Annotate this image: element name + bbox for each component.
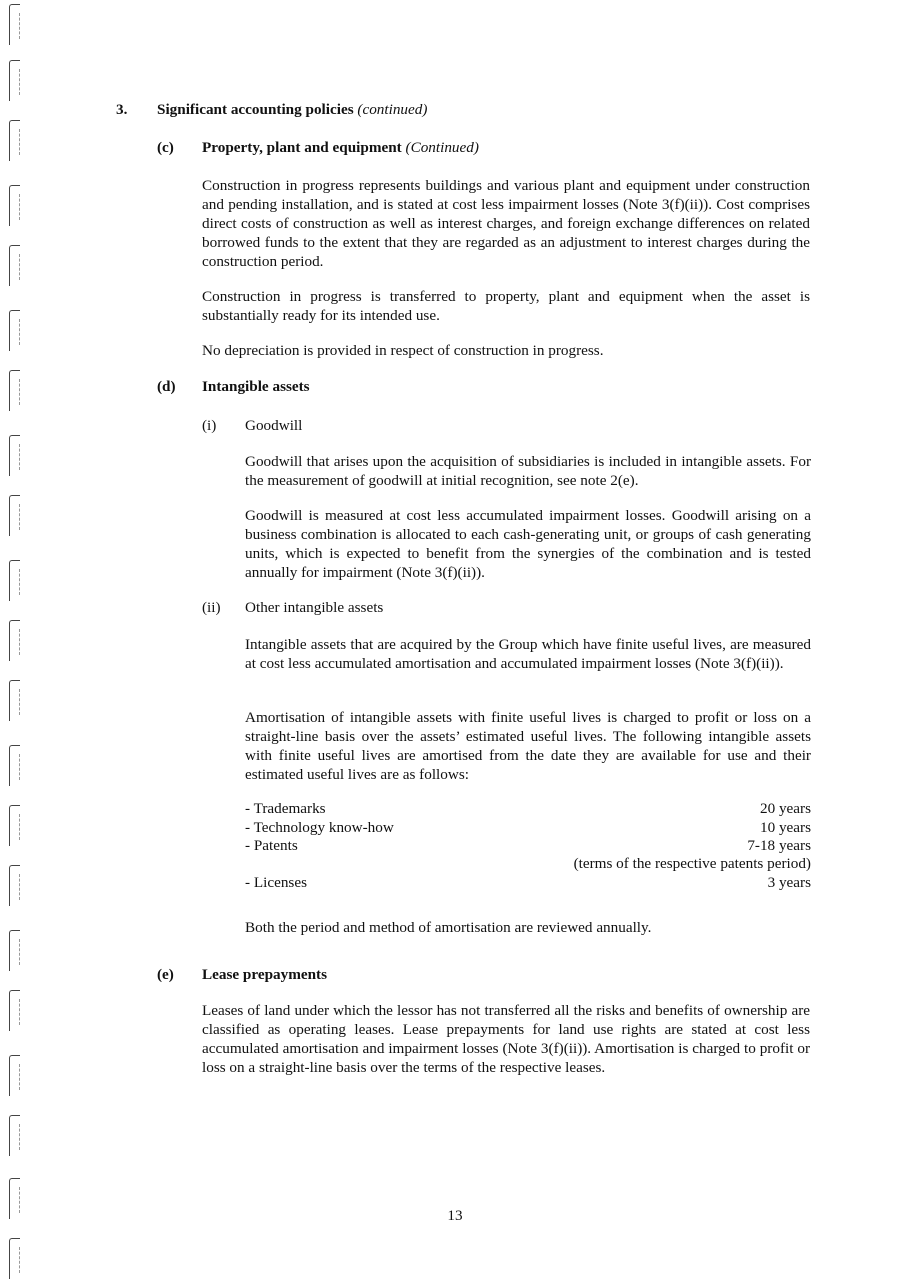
list-item [245,818,811,837]
subsection-e-letter: (e) [157,966,174,983]
item-i-numeral: (i) [202,417,217,434]
section-title-suffix: (continued) [357,101,428,118]
subsection-e-heading: Lease prepayments [202,966,328,983]
binder-mark [9,1055,20,1096]
binder-mark [9,560,20,601]
list-item-label: - Technology know-how [245,819,394,836]
list-item-value: 3 years [767,874,811,891]
binder-mark [9,120,20,161]
paragraph: Goodwill that arises upon the acquisition of subsidiaries is included in intangible assets. For the measurement of goodwill at initial recognition, see note 2(e). [245,453,811,489]
list-item [245,836,811,855]
list-item-label: - Patents [245,837,298,854]
list-item-value: 20 years [759,800,811,817]
binder-mark [9,990,20,1031]
list-item-value: 7-18 years [747,837,811,854]
paragraph: Goodwill is measured at cost less accumulated impairment losses. Goodwill arising on a business combination is allocated to each cash-generating unit, or groups of cash generating units, which is expected to benefit from the synergies of the combination and is tested annually for impairment (Note 3(f)(ii)). [245,507,811,581]
list-item-label: - Trademarks [245,800,326,817]
list-item-value: 10 years [759,819,811,836]
binder-mark [9,805,20,846]
subsection-c-letter: (c) [157,139,174,156]
binder-mark [9,185,20,226]
subsection-c-heading [202,138,479,157]
item-i-heading: Goodwill [245,417,303,434]
binder-mark [9,495,20,536]
section-number: 3. [116,101,128,118]
paragraph: Construction in progress is transferred to property, plant and equipment when the asset is substantially ready for its intended use. [202,288,810,324]
paragraph: Both the period and method of amortisation are reviewed annually. [245,919,652,936]
binder-mark [9,680,20,721]
paragraph: Intangible assets that are acquired by the Group which have finite useful lives, are measured at cost less accumulated amortisation and accumulated impairment losses (Note 3(f)(ii)). [245,636,811,672]
binder-mark [9,620,20,661]
subsection-d-letter: (d) [157,378,176,395]
list-item [245,799,811,818]
paragraph: Construction in progress represents buildings and various plant and equipment under construction and pending installation, and is stated at cost less impairment losses (Note 3(f)(ii)). Cost comprises direct costs of construction as well as interest charges, and foreign exchange differences on related borrowed funds to the extent that they are regarded as an adjustment to interest charges during the construction period. [202,177,810,270]
subsection-d-heading: Intangible assets [202,378,310,395]
paragraph: Amortisation of intangible assets with finite useful lives is charged to profit or loss on a straight-line basis over the assets’ estimated useful lives. The following intangible assets with finite useful lives are amortised from the date they are available for use and their estimated useful lives are as follows: [245,709,811,783]
paragraph: No depreciation is provided in respect of construction in progress. [202,342,604,359]
binder-mark [9,1238,20,1279]
page-number: 13 [447,1207,463,1224]
binder-mark [9,4,20,45]
binder-mark [9,1115,20,1156]
subsection-c-heading-suffix: (Continued) [405,139,479,156]
binder-mark [9,60,20,101]
binder-mark [9,865,20,906]
subsection-c-heading-text: Property, plant and equipment [202,139,402,156]
binder-mark [9,930,20,971]
binder-mark [9,745,20,786]
binder-holes [0,0,30,1287]
list-item [245,854,811,873]
item-ii-heading: Other intangible assets [245,599,384,616]
binder-mark [9,435,20,476]
binder-mark [9,245,20,286]
list-item-value: (terms of the respective patents period) [573,855,811,872]
binder-mark [9,370,20,411]
item-ii-numeral: (ii) [202,599,221,616]
section-title-text: Significant accounting policies [157,101,354,118]
section-title [157,100,427,119]
binder-mark [9,310,20,351]
paragraph: Leases of land under which the lessor has not transferred all the risks and benefits of ownership are classified as operating leases. Lease prepayments for land use rights are stated at cost less accumulated amortisation and impairment losses (Note 3(f)(ii)). Amortisation is charged to profit or loss on a straight-line basis over the terms of the respective leases. [202,1002,810,1076]
list-item-label: - Licenses [245,874,307,891]
list-item [245,873,811,892]
